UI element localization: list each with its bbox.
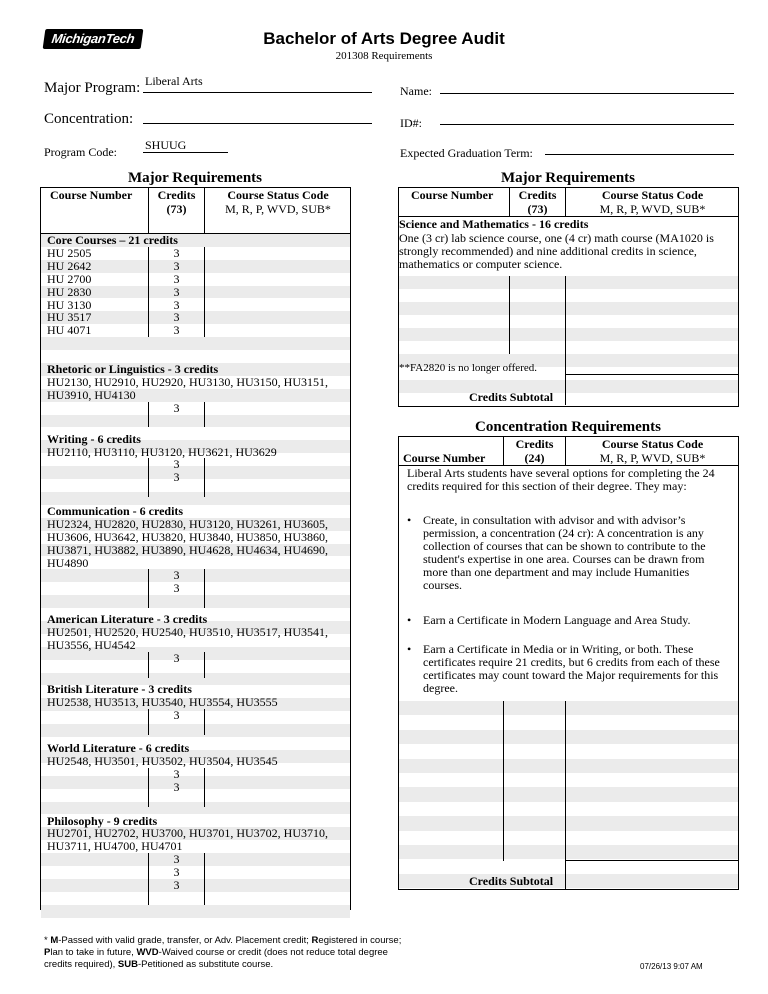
core-course-number: HU 2700: [47, 271, 92, 286]
core-course-number: HU 4071: [47, 323, 92, 338]
credit-value[interactable]: 3: [173, 865, 180, 880]
credit-value[interactable]: 3: [173, 470, 180, 485]
american-literature-course-list: HU2501, HU2520, HU2540, HU3510, HU3517, HU3541, HU3556, HU4542: [47, 625, 328, 653]
credit-value[interactable]: 3: [173, 400, 180, 415]
writing-course-list: HU2110, HU3110, HU3120, HU3621, HU3629: [47, 444, 277, 459]
name-label: Name:: [400, 84, 432, 98]
rhetoric-heading: Rhetoric or Linguistics - 3 credits: [47, 362, 219, 376]
core-course-credits[interactable]: 3: [173, 310, 180, 325]
option-certificate-media: • Earn a Certificate in Media or in Writing, or both. These certificates require 21 credits, but 6 credits from each of these certificates may count toward the Major requirements for this degree.: [399, 643, 724, 695]
science-description: One (3 cr) lab science course, one (4 cr) math course (MA1020 is strongly recommended) and nine additional credits in science, mathematics or computer science.: [399, 231, 714, 271]
core-course-credits[interactable]: 3: [173, 323, 180, 338]
concentration-line[interactable]: [143, 123, 372, 124]
core-course-number: HU 2642: [47, 258, 92, 273]
communication-heading: Communication - 6 credits: [47, 503, 184, 518]
rm-col-status-code: Course Status Code: [601, 188, 704, 202]
rm-col-credits: Credits: [518, 188, 557, 202]
grad-term-label: Expected Graduation Term:: [400, 146, 533, 160]
core-courses-heading: Core Courses – 21 credits: [47, 233, 178, 247]
rc-credits-subtotal: Credits Subtotal: [469, 874, 554, 888]
major-requirements-table: [40, 187, 351, 910]
col-status-code: Course Status Code: [227, 188, 329, 202]
fa2820-note: **FA2820 is no longer offered.: [399, 362, 537, 374]
major-program-value[interactable]: Liberal Arts: [145, 74, 203, 88]
credit-value[interactable]: 3: [173, 779, 180, 794]
page-title: Bachelor of Arts Degree Audit: [263, 29, 505, 48]
credit-value[interactable]: 3: [173, 650, 180, 665]
american-literature-heading: American Literature - 3 credits: [47, 612, 208, 627]
science-requirements-table: [398, 187, 739, 407]
program-code-label: Program Code:: [44, 145, 117, 159]
rm-col-status-codes: M, R, P, WVD, SUB*: [599, 202, 706, 216]
michigan-tech-logo: MichiganTech: [43, 29, 144, 49]
status-code-legend: * M-Passed with valid grade, transfer, or Adv. Placement credit; Registered in course; Plan to take in future, WVD-Waived course or credit (does not reduce total degree credits required), SUB-Petitioned as substitute course.: [44, 935, 402, 970]
credit-value[interactable]: 3: [173, 581, 180, 596]
concentration-label: Concentration:: [44, 111, 134, 127]
page-subtitle: 201308 Requirements: [335, 50, 433, 62]
core-course-credits[interactable]: 3: [173, 245, 180, 260]
col-credits: Credits: [157, 188, 196, 202]
name-line[interactable]: [440, 93, 734, 94]
rm-col-course-number: Course Number: [411, 188, 494, 202]
philosophy-course-list: HU2701, HU2702, HU3700, HU3701, HU3702, HU3710, HU3711, HU4700, HU4701: [47, 826, 328, 854]
print-timestamp: 07/26/13 9:07 AM: [640, 962, 703, 971]
core-course-credits[interactable]: 3: [173, 297, 180, 312]
id-label: ID#:: [400, 116, 422, 130]
right-major-title: Major Requirements: [500, 170, 635, 186]
col-credits-total: (73): [166, 202, 187, 216]
credit-value[interactable]: 3: [173, 568, 180, 583]
british-literature-heading: British Literature - 3 credits: [47, 681, 192, 696]
program-code-value[interactable]: SHUUG: [145, 138, 187, 152]
rc-col-credits-total: (24): [524, 451, 545, 465]
concentration-intro: Liberal Arts students have several options for completing the 24 credits required for this section of their degree. They may:: [407, 466, 715, 493]
rc-col-status-codes: M, R, P, WVD, SUB*: [599, 451, 706, 465]
writing-heading: Writing - 6 credits: [47, 431, 141, 446]
grad-term-line[interactable]: [545, 154, 734, 155]
credit-value[interactable]: 3: [173, 767, 180, 782]
core-course-credits[interactable]: 3: [173, 258, 180, 273]
option-certificate-language: • Earn a Certificate in Modern Language and Area Study.: [399, 614, 724, 627]
rm-col-credits-total: (73): [527, 202, 548, 216]
col-course-number: Course Number: [50, 188, 133, 202]
rm-credits-subtotal: Credits Subtotal: [469, 390, 554, 404]
rc-col-status-code: Course Status Code: [601, 437, 704, 451]
concentration-table: [398, 436, 739, 890]
major-program-line: [143, 92, 372, 93]
concentration-title: Concentration Requirements: [475, 419, 661, 435]
credit-value[interactable]: 3: [173, 457, 180, 472]
science-heading: Science and Mathematics - 16 credits: [399, 217, 589, 231]
option-create-concentration: • Create, in consultation with advisor and with advisor’s permission, a concentration (24 cr): A concentration is any collection of courses that can be shown to contribute to the student's expertise in one area. Courses can be drawn from more than one department and may include Humanities courses.: [399, 514, 724, 592]
core-course-number: HU 2505: [47, 245, 92, 260]
british-literature-course-list: HU2538, HU3513, HU3540, HU3554, HU3555: [47, 694, 278, 709]
concentration-options: [399, 514, 724, 592]
credit-value[interactable]: 3: [173, 852, 180, 867]
communication-course-list: HU2324, HU2820, HU2830, HU3120, HU3261, HU3605, HU3606, HU3642, HU3820, HU3840, HU3850, HU3860, HU3871, HU3882, HU3890, HU4628, HU4634, HU4690, HU4890: [47, 516, 328, 570]
major-program-label: Major Program:: [44, 80, 141, 96]
core-course-number: HU 3130: [47, 297, 92, 312]
core-course-number: HU 2830: [47, 284, 92, 299]
core-course-credits[interactable]: 3: [173, 271, 180, 286]
rhetoric-course-list: HU2130, HU2910, HU2920, HU3130, HU3150, HU3151, HU3910, HU4130: [47, 374, 328, 402]
col-status-codes: M, R, P, WVD, SUB*: [225, 202, 331, 216]
world-literature-course-list: HU2548, HU3501, HU3502, HU3504, HU3545: [47, 754, 278, 769]
rc-col-credits: Credits: [515, 437, 554, 451]
world-literature-heading: World Literature - 6 credits: [47, 741, 190, 756]
rc-col-course-number: Course Number: [403, 451, 486, 465]
program-code-line: [143, 152, 228, 153]
philosophy-heading: Philosophy - 9 credits: [47, 813, 158, 828]
id-line[interactable]: [440, 124, 734, 125]
core-course-credits[interactable]: 3: [173, 284, 180, 299]
credit-value[interactable]: 3: [173, 707, 180, 722]
credit-value[interactable]: 3: [173, 878, 180, 892]
core-course-number: HU 3517: [47, 310, 92, 325]
left-section-title: Major Requirements: [127, 170, 262, 186]
